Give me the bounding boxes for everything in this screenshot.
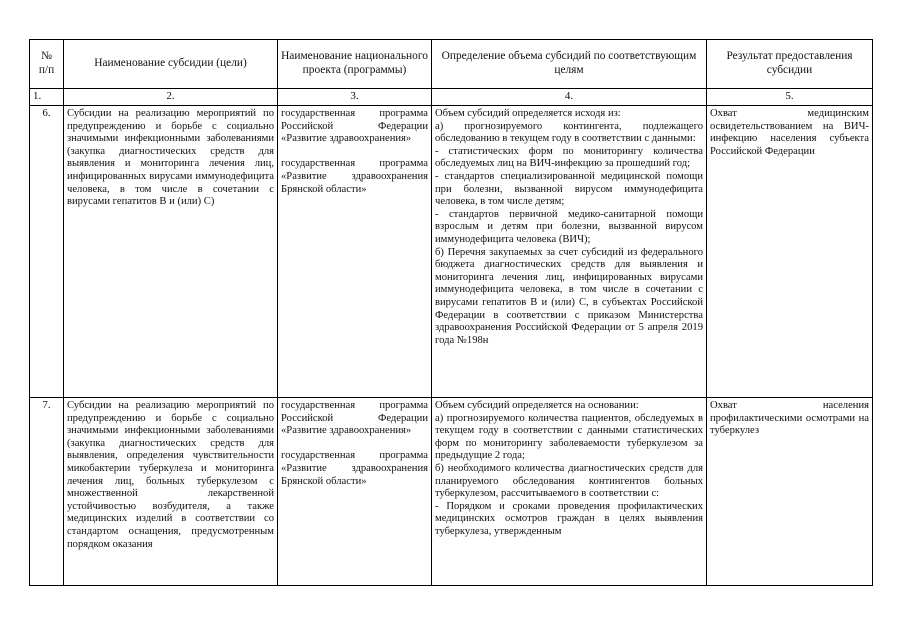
row-number: 7.	[30, 398, 64, 586]
program-federal: государственная программа Российской Федерации «Развитие здравоохранения»	[281, 400, 428, 437]
column-number: 4.	[432, 89, 707, 106]
program-federal: государственная программа Российской Федерации «Развитие здравоохранения»	[281, 108, 428, 145]
subsidy-name-cell: Субсидии на реализацию мероприятий по предупреждению и борьбе с социально значимыми инфекционными заболеваниями (закупка диагностических средств для выявления и мониторинга лечения лиц, инфицированных вирусами иммунодефицита человека, в том числе в сочетании с вирусами гепатитов B и (или) C)	[64, 106, 278, 398]
volume-paragraph: - статистических форм по мониторингу количества обследуемых лиц на ВИЧ-инфекцию за прошедший год;	[435, 145, 703, 170]
column-number-row	[30, 89, 873, 106]
row-number: 6.	[30, 106, 64, 398]
subsidy-name-cell: Субсидии на реализацию мероприятий по предупреждению и борьбе с социально значимыми инфекционными заболеваниями (закупка диагностических средств для выявления, определения чувствительности микобактерии туберкулеза и мониторинга лечения лиц, больных туберкулезом с множественной лекарственной устойчивостью возбудителя, а также медицинских изделий в соответствии со стандартом оснащения, предусмотренным порядком оказания	[64, 398, 278, 586]
result-cell: Охват населения профилактическими осмотрами на туберкулез	[707, 398, 873, 586]
column-number: 3.	[278, 89, 432, 106]
table-row	[30, 398, 873, 586]
subsidy-table	[29, 39, 873, 586]
program-cell	[278, 398, 432, 586]
program-regional: государственная программа «Развитие здравоохранения Брянской области»	[281, 450, 428, 487]
volume-paragraph: б) Перечня закупаемых за счет субсидий из федерального бюджета диагностических средств для выявления и мониторинга лечения лиц, инфицированных вирусами иммунодефицита человека, в том числе в сочетании с вирусами гепатитов B и (или) C, в субъектах Российской Федерации в соответствии с приказом Министерства здравоохранения Российской Федерации от 5 апреля 2019 года №198н	[435, 246, 703, 346]
volume-paragraph: - стандартов специализированной медицинской помощи при болезни, вызванной вирусом иммунодефицита человека, в том числе детям;	[435, 170, 703, 208]
header-volume-definition: Определение объема субсидий по соответствующим целям	[432, 40, 707, 89]
volume-definition-cell	[432, 106, 707, 398]
volume-paragraph: Объем субсидий определяется на основании:	[435, 400, 639, 411]
program-regional: государственная программа «Развитие здравоохранения Брянской области»	[281, 158, 428, 195]
table-header-row	[30, 40, 873, 89]
header-number: № п/п	[30, 40, 64, 89]
volume-definition-cell	[432, 398, 707, 586]
volume-paragraph: б) необходимого количества диагностических средств для планируемого обследования контингентов больных туберкулезом, рассчитываемого в соответствии с:	[435, 462, 703, 500]
column-number: 5.	[707, 89, 873, 106]
volume-paragraph: а) прогнозируемого количества пациентов, обследуемых в текущем году в соответствии с данными статистических форм по мониторингу заболеваемости туберкулезом за предыдущие 2 года;	[435, 412, 703, 462]
volume-paragraph: - стандартов первичной медико-санитарной помощи взрослым и детям при болезни, вызванной вирусом иммунодефицита человека (ВИЧ);	[435, 208, 703, 245]
table-row	[30, 106, 873, 398]
volume-paragraph: Объем субсидий определяется исходя из:	[435, 108, 621, 119]
column-number: 2.	[64, 89, 278, 106]
volume-paragraph: а) прогнозируемого контингента, подлежащего обследованию в текущем году в соответствии с данными:	[435, 120, 703, 145]
header-project-name: Наименование национального проекта (программы)	[278, 40, 432, 89]
volume-paragraph: - Порядком и сроками проведения профилактических медицинских осмотров граждан в целях выявления туберкулеза, утвержденным	[435, 500, 703, 537]
column-number: 1.	[30, 89, 64, 106]
result-cell: Охват медицинским освидетельствованием на ВИЧ-инфекцию населения субъекта Российской Федерации	[707, 106, 873, 398]
header-result: Результат предоставления субсидии	[707, 40, 873, 89]
header-subsidy-name: Наименование субсидии (цели)	[64, 40, 278, 89]
program-cell	[278, 106, 432, 398]
